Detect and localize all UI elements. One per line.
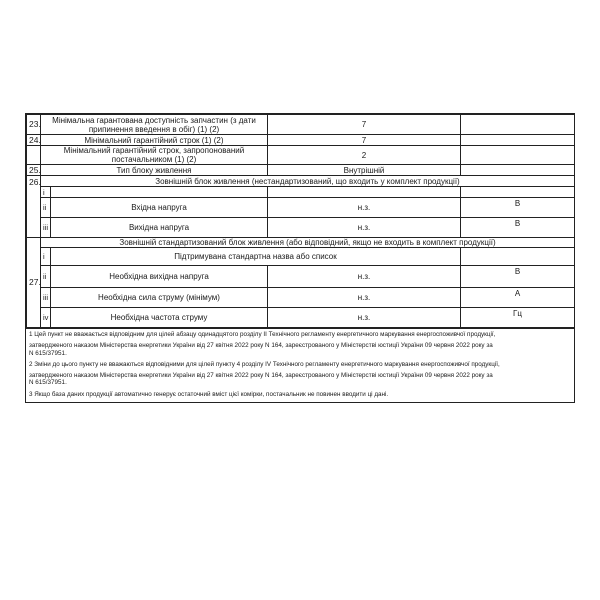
row-unit [461,115,575,135]
row-27-iv [27,308,575,328]
sub-value: н.з. [268,288,461,308]
row-27-iii [27,288,575,308]
footnote-1-line-3: N 615/37951. [29,349,67,357]
sub-index: ii [41,266,51,288]
sub-unit [461,187,575,198]
row-24 [27,135,575,146]
sub-label: Вихідна напруга [51,218,268,238]
sub-label: Необхідна частота струму [51,308,268,328]
sub-index: i [41,248,51,266]
footnote-3: 3 Якщо база даних продукції автоматично генерує остаточний вміст цієї комірки, постачальник не повинен вводити ці дані. [29,390,389,398]
sub-index: iii [41,218,51,238]
sub-index: iii [41,288,51,308]
row-supplier-warranty [27,146,575,165]
sub-unit [461,248,575,266]
sub-unit: В [461,266,575,288]
sub-value: н.з. [268,266,461,288]
row-number [27,146,41,165]
sub-label: Необхідна сила струму (мінімум) [51,288,268,308]
sub-value [268,187,461,198]
footnote-1-line-2: затвердженого наказом Міністерства енергетики України від 27 квітня 2022 року N 164, зареєстрованого у Міністерстві юстиції України 09 червня 2022 року за [29,342,493,350]
row-value: Внутрішній [268,165,461,176]
sub-unit: В [461,198,575,218]
footnote-2-line-2: затвердженого наказом Міністерства енергетики України від 27 квітня 2022 року N 164, зареєстрованого у Міністерстві юстиції України 09 червня 2022 року за [29,372,493,380]
sub-value: н.з. [268,198,461,218]
sub-index: i [41,187,51,198]
row-label: Тип блоку живлення [41,165,268,176]
row-26-i [27,187,575,198]
sub-label: Вхідна напруга [51,198,268,218]
section-header: Зовнішній стандартизований блок живлення (або відповідний, якщо не входить в комплект продукції) [41,238,575,248]
footnote-2-line-1: 2 Зміни до цього пункту не вважаються відповідними для цілей пункту 4 розділу IV Технічного регламенту енергетичного маркування енергоспоживчої продукції, [29,360,500,368]
row-number: 27. [27,238,41,328]
footnote-2-line-3: N 615/37951. [29,379,67,387]
row-23 [27,115,575,135]
row-label: Мінімальний гарантійний строк (1) (2) [41,135,268,146]
row-27-ii [27,266,575,288]
row-number: 23. [27,115,41,135]
row-26-iii [27,218,575,238]
spec-table [26,114,575,328]
row-unit [461,146,575,165]
sub-value: н.з. [268,218,461,238]
row-number: 25. [27,165,41,176]
row-value: 7 [268,115,461,135]
sub-unit: Гц [461,308,575,328]
sub-index: iv [41,308,51,328]
sub-unit: В [461,218,575,238]
row-number: 24. [27,135,41,146]
row-label: Мінімальна гарантована доступність запчастин (з дати припинення введення в обіг) (1) (2) [41,115,268,135]
row-value: 7 [268,135,461,146]
row-25 [27,165,575,176]
row-number: 26. [27,176,41,238]
sub-index: ii [41,198,51,218]
footnote-1-line-1: 1 Цей пункт не вважається відповідним для цілей абзацу одинадцятого розділу II Технічного регламенту енергетичного маркування енергоспоживчої продукції, [29,331,496,338]
row-value: 2 [268,146,461,165]
sub-value: н.з. [268,308,461,328]
row-unit [461,165,575,176]
sub-label [51,187,268,198]
section-header: Зовнішній блок живлення (нестандартизований, що входить у комплект продукції) [41,176,575,187]
sub-unit: А [461,288,575,308]
row-26-header [27,176,575,187]
row-27-i [27,248,575,266]
row-unit [461,135,575,146]
footnotes [26,328,574,402]
row-27-header [27,238,575,248]
sub-label: Підтримувана стандартна назва або список [51,248,461,266]
sub-label: Необхідна вихідна напруга [51,266,268,288]
row-label: Мінімальний гарантійний строк, запропонований постачальником (1) (2) [41,146,268,165]
product-info-sheet [25,113,575,403]
row-26-ii [27,198,575,218]
